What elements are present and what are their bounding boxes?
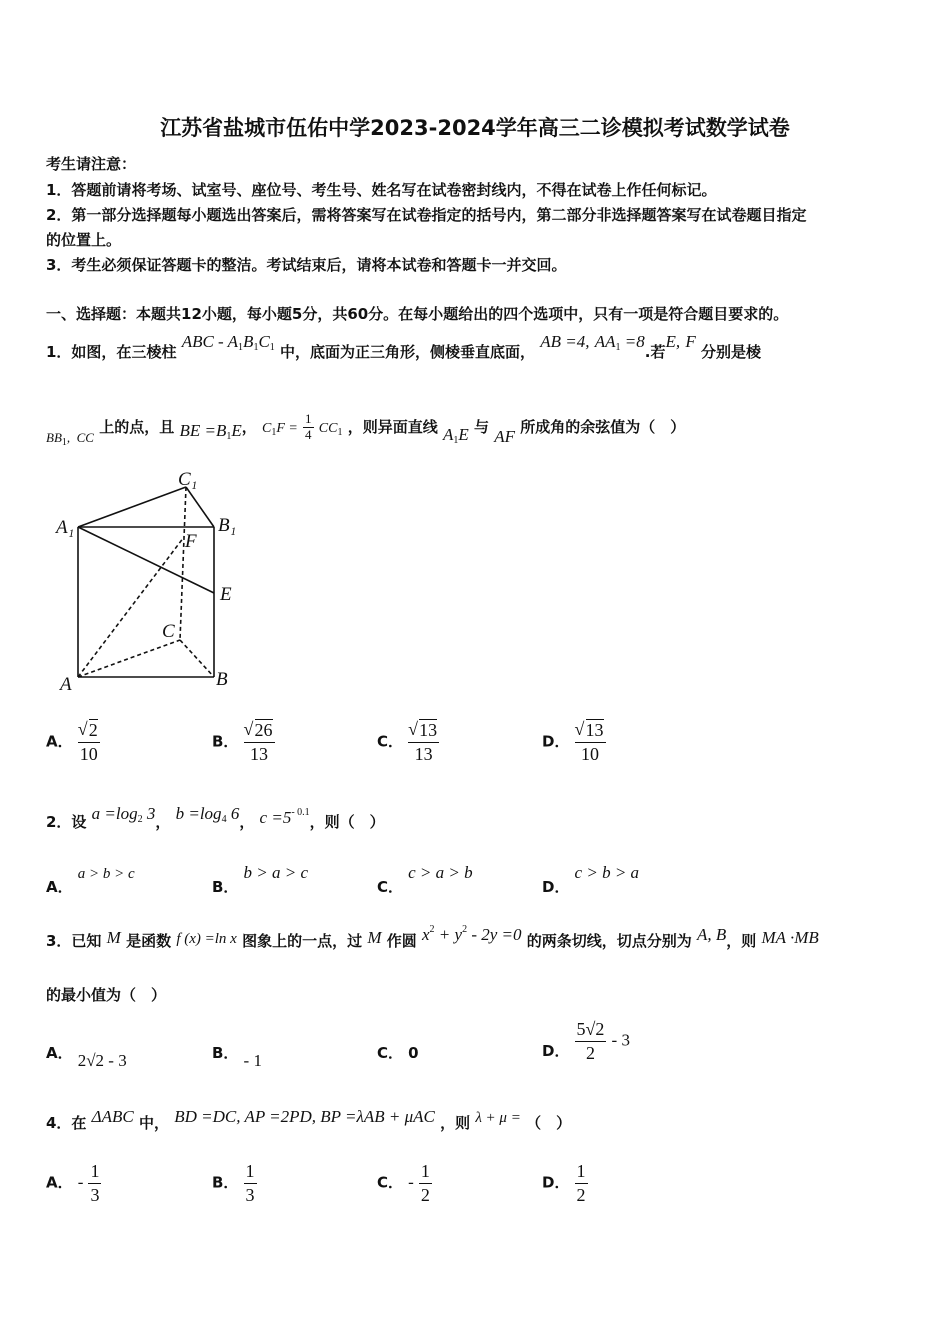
notice-item-1: 1．答题前请将考场、试室号、座位号、考生号、姓名写在试卷密封线内，不得在试卷上作任何标记。 — [46, 181, 717, 199]
q1-e: E, — [665, 332, 681, 351]
q3-text-1: 是函数 — [126, 932, 172, 950]
notice-item-2-cont: 的位置上。 — [46, 231, 122, 249]
label-a1: A₁ — [56, 517, 75, 538]
q1-text-6: 与 — [473, 417, 489, 436]
q1-option-d[interactable]: D． √ $\frac{13}{10}$ — [542, 719, 606, 765]
edge-a1c1 — [78, 487, 186, 527]
q3-option-b[interactable]: B． - 1 — [212, 1044, 262, 1070]
q4-sum: λ + μ = — [475, 1110, 521, 1126]
label-b: B — [216, 669, 228, 690]
notice-item-3: 3．考生必须保证答题卡的整洁。考试结束后，请将本试卷和答题卡一并交回。 — [46, 256, 567, 274]
q4-stem — [46, 1107, 572, 1133]
prism-figure — [50, 465, 250, 695]
q1-aa1: $AA_1 =8$ — [594, 332, 645, 353]
label-a: A — [60, 674, 72, 695]
page-title: 江苏省盐城市伍佑中学2023-2024学年高三二诊模拟考试数学试卷 — [160, 116, 790, 140]
q1-text-1: 中，底面为正三角形，侧棱垂直底面， — [280, 343, 536, 361]
q2-c: $c =5^{- 0.1}$ — [259, 807, 310, 827]
label-c: C — [162, 621, 175, 642]
q1-text-2: .若 — [644, 343, 666, 361]
q3-ab: A, B — [696, 925, 727, 944]
q4-triangle: ΔABC — [91, 1107, 134, 1126]
edge-cc1-hidden — [180, 487, 186, 640]
q3-option-d[interactable]: D． $\frac{5√2}{2}$ - 3 — [542, 1019, 630, 1063]
q1-text-7: 所成角的余弦值为（ ） — [520, 417, 686, 436]
q1-cc1: $CC_1$ — [318, 420, 343, 438]
q2-a: $a =\log_2$ 3 — [91, 804, 156, 825]
q4-option-a[interactable]: A． - $\frac{1}{3}$ — [46, 1161, 100, 1205]
q3-option-a[interactable]: A． 2√2 - 3 — [46, 1044, 127, 1070]
q1-af: AF — [494, 426, 515, 446]
q4-option-c[interactable]: C． - $\frac{1}{2}$ — [377, 1161, 430, 1205]
q3-option-c[interactable]: C． 0 — [377, 1044, 419, 1062]
q1-ab: AB =4, — [540, 332, 590, 351]
q2-number: 2．设 — [46, 813, 87, 831]
q4-conditions: BD =DC, AP =2PD, BP =λAB + μAC — [174, 1107, 435, 1126]
q3-circle: $x^2 + y^2 - 2y =0$ — [421, 924, 522, 944]
q1-number: 1．如图，在三棱柱 — [46, 343, 177, 361]
q1-prism: ABC - $A_1B_1C_1$ — [181, 332, 275, 353]
q1-c1f: $C_1F$ = — [261, 420, 298, 438]
label-b1: B₁ — [218, 515, 237, 536]
q2-b: $b =\log_4$ 6 — [175, 804, 240, 825]
notice-item-2: 2．第一部分选择题每小题选出答案后，需将答案写在试卷指定的括号内，第二部分非选择题答案写在试卷题目指定 — [46, 206, 807, 224]
q1-text-3: 分别是棱 — [700, 343, 761, 361]
q1-edges: $BB_1$, CC — [46, 429, 94, 448]
q2-option-d[interactable]: D． c > b > a — [542, 863, 640, 896]
label-e: E — [220, 584, 232, 605]
q1-fraction: $\frac{1}{4}$ — [305, 411, 312, 442]
q1-f: F — [685, 332, 696, 351]
edge-ac-hidden — [78, 640, 180, 677]
segment-af-hidden — [78, 537, 184, 677]
q4-option-d[interactable]: D． $\frac{1}{2}$ — [542, 1161, 586, 1205]
q3-m: M — [106, 928, 121, 947]
q3-text-5: ，则 — [726, 932, 757, 950]
q1-option-a[interactable]: A． √ $\frac{2}{10}$ — [46, 719, 100, 765]
notice-heading: 考生请注意： — [46, 155, 137, 173]
q1-option-c[interactable]: C． √ $\frac{13}{13}$ — [377, 719, 439, 765]
q1-option-b[interactable]: B． √ $\frac{26}{13}$ — [212, 719, 275, 765]
q2-option-b[interactable]: B． b > a > c — [212, 863, 309, 896]
q2-option-c[interactable]: C． c > a > b — [377, 863, 473, 896]
section-header: 一、选择题：本题共12小题，每小题5分，共60分。在每小题给出的四个选项中，只有一项是符合题目要求的。 — [46, 305, 789, 323]
q3-function: f (x) =ln x — [176, 931, 237, 947]
q2-tail: ，则（ ） — [309, 813, 385, 831]
q1-be: BE $=B_1E$ — [179, 420, 242, 442]
q4-number: 4．在 — [46, 1114, 87, 1132]
q3-text-6: 的最小值为（ ） — [46, 986, 167, 1004]
q3-text-4: 的两条切线，切点分别为 — [526, 932, 692, 950]
q3-text-2: 图象上的一点，过 — [242, 932, 363, 950]
q3-m-2: M — [367, 928, 382, 947]
q4-option-b[interactable]: B． $\frac{1}{3}$ — [212, 1161, 255, 1205]
label-f: F — [185, 531, 197, 552]
q2-option-a[interactable]: A． a > b > c — [46, 866, 135, 896]
q2-stem: 2．设 $a =\log_2$ 3， $b =\log_4$ 6， $c =5^{- 0.1}$，则（ ） — [46, 804, 385, 831]
q4-text-3: （ ） — [526, 1114, 572, 1132]
q1-text-5: ，则异面直线 — [347, 417, 438, 436]
q1-text-4: 上的点，且 — [99, 417, 175, 436]
q3-number: 3．已知 — [46, 932, 102, 950]
q4-text-1: 中， — [139, 1114, 170, 1132]
q1-line2: $BB_1$, CC 上的点，且 BE $=B_1E$， $C_1F$ = $\frac{1}{4}$ $CC_1$ ，则异面直线 $A_1E$ 与 AF 所成角的余弦值为（ ） — [46, 411, 686, 448]
q1-a1e: $A_1E$ — [442, 424, 469, 446]
q3-text-3: 作圆 — [386, 932, 417, 950]
edge-cb-hidden — [180, 640, 214, 677]
q4-text-2: ，则 — [440, 1114, 471, 1132]
q1-line1 — [46, 332, 761, 363]
q3-dot-product: MA ·MB — [761, 928, 819, 947]
label-c1: C₁ — [178, 469, 198, 490]
edge-c1b1 — [186, 487, 214, 527]
q3-stem-line1 — [46, 924, 819, 951]
